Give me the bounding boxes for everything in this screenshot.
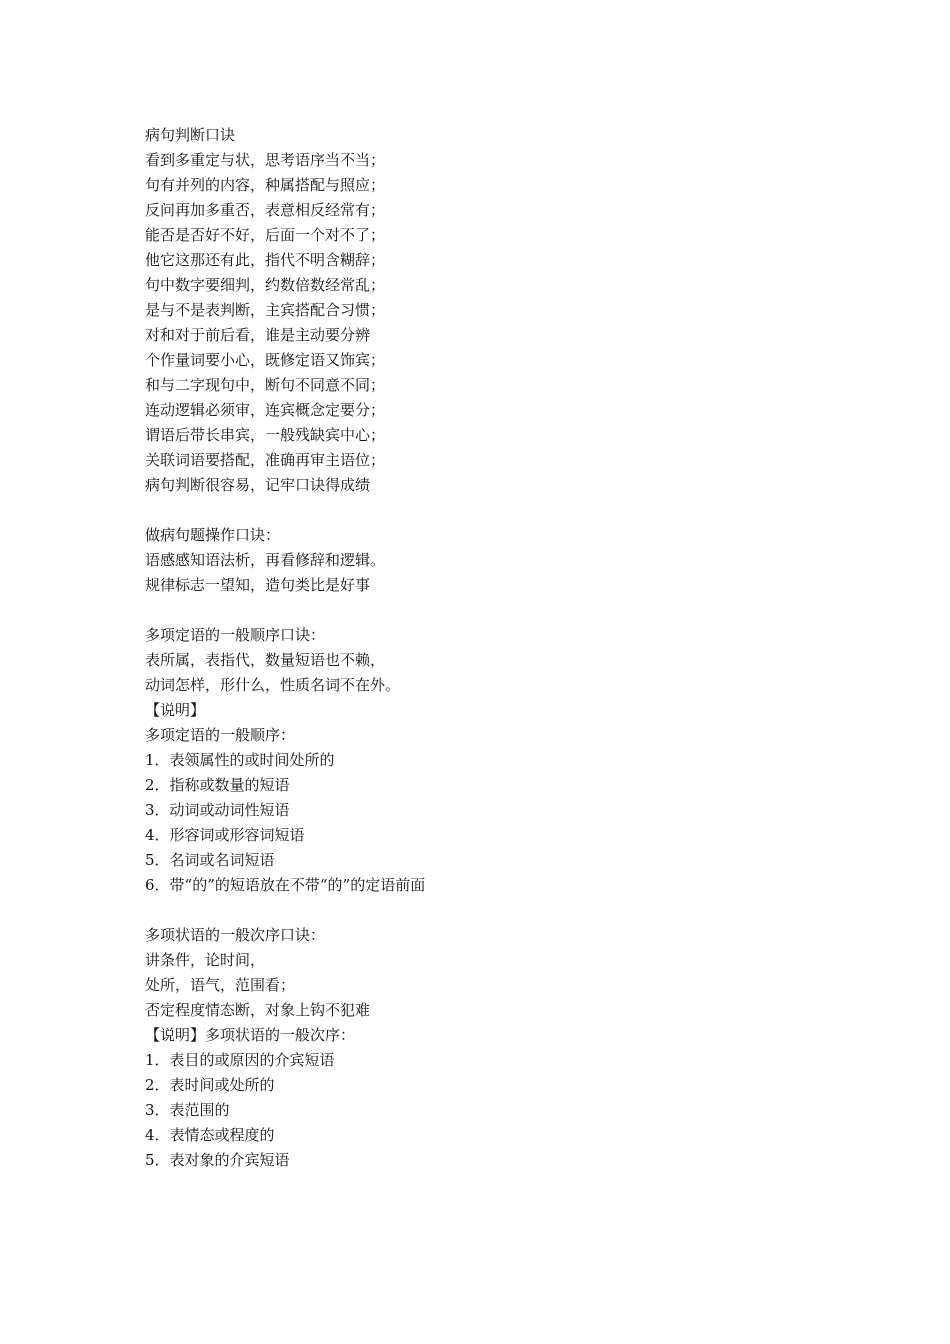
list-item: 3．动词或动词性短语 [145,801,290,819]
list-item: 4．表情态或程度的 [145,1126,275,1144]
paragraph-gap [145,598,845,623]
text-line: 看到多重定与状，思考语序当不当； [145,151,386,169]
list-item: 4．形容词或形容词短语 [145,826,305,844]
text-line: 句有并列的内容，种属搭配与照应； [145,176,386,194]
text-line: 是与不是表判断，主宾搭配合习惯； [145,301,386,319]
list-item: 6．带“的”的短语放在不带“的”的定语前面 [145,876,426,894]
paragraph-gap [145,898,845,923]
text-line: 否定程度情态断，对象上钩不犯难 [145,1001,371,1019]
list-item: 1．表目的或原因的介宾短语 [145,1051,335,1069]
text-line: 语感感知语法析，再看修辞和逻辑。 [145,551,386,569]
text-line: 连动逻辑必须审，连宾概念定要分； [145,401,386,419]
section-caozuo-koujue [145,523,845,598]
text-line: 病句判断很容易，记牢口诀得成绩 [145,476,371,494]
text-line: 关联词语要搭配，准确再审主语位； [145,451,386,469]
text-line: 动词怎样，形什么，性质名词不在外。 [145,676,401,694]
section-title: 多项定语的一般顺序口诀： [145,626,326,644]
paragraph-gap [145,498,845,523]
document-page [145,123,845,1173]
text-line: 多项定语的一般顺序： [145,726,296,744]
list-item: 3．表范围的 [145,1101,230,1119]
section-bingju-panduan [145,123,845,498]
text-line: 对和对于前后看，谁是主动要分辨 [145,326,371,344]
note-label: 【说明】 [145,701,206,719]
text-line: 表所属，表指代，数量短语也不赖， [145,651,386,669]
text-line: 规律标志一望知，造句类比是好事 [145,576,371,594]
list-item: 1．表领属性的或时间处所的 [145,751,335,769]
section-title: 多项状语的一般次序口诀： [145,926,326,944]
text-line: 讲条件，论时间， [145,951,266,969]
text-line: 和与二字现句中，断句不同意不同； [145,376,386,394]
text-line: 处所，语气，范围看； [145,976,296,994]
section-zhuangyu-cixu [145,923,845,1173]
note-label: 【说明】多项状语的一般次序： [145,1026,356,1044]
list-item: 2．表时间或处所的 [145,1076,275,1094]
text-line: 能否是否好不好，后面一个对不了； [145,226,386,244]
text-line: 反问再加多重否，表意相反经常有； [145,201,386,219]
list-item: 2．指称或数量的短语 [145,776,290,794]
text-line: 他它这那还有此，指代不明含糊辞； [145,251,386,269]
text-line: 个作量词要小心，既修定语又饰宾； [145,351,386,369]
text-line: 谓语后带长串宾，一般残缺宾中心； [145,426,386,444]
list-item: 5．名词或名词短语 [145,851,275,869]
text-line: 句中数字要细判，约数倍数经常乱； [145,276,386,294]
section-dingyu-shunxu [145,623,845,898]
section-title: 做病句题操作口诀： [145,526,281,544]
list-item: 5．表对象的介宾短语 [145,1151,290,1169]
section-title: 病句判断口诀 [145,126,236,144]
